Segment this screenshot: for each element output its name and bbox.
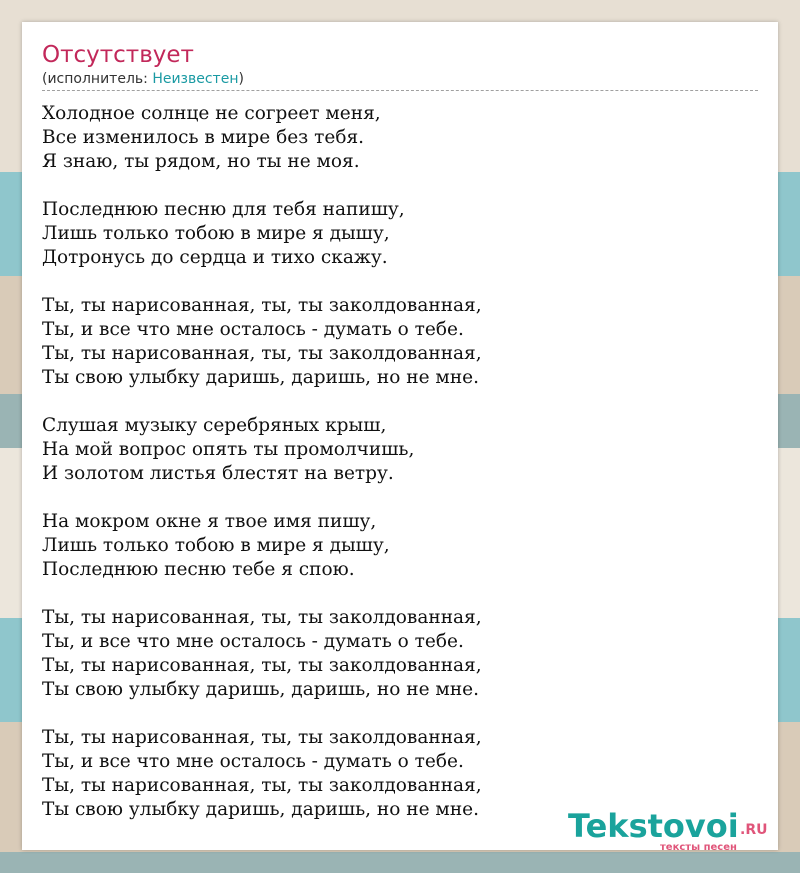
- lyric-line: Ты, и все что мне осталось - думать о тебе.: [42, 319, 464, 340]
- stanza: [42, 294, 482, 390]
- lyric-line: Последнюю песню тебе я спою.: [42, 559, 355, 580]
- lyric-line: Ты, и все что мне осталось - думать о тебе.: [42, 631, 464, 652]
- logo-domain: .RU: [740, 822, 768, 838]
- logo-wordmark: Tekstovoi: [568, 807, 739, 845]
- lyric-line: Ты, ты нарисованная, ты, ты заколдованная,: [42, 655, 482, 676]
- lyric-line: Лишь только тобою в мире я дышу,: [42, 223, 390, 244]
- stanza: [42, 510, 482, 582]
- lyric-line: Последнюю песню для тебя напишу,: [42, 199, 405, 220]
- artist-link[interactable]: Неизвестен: [152, 71, 239, 87]
- lyric-line: Ты, ты нарисованная, ты, ты заколдованная,: [42, 727, 482, 748]
- lyric-line: Слушая музыку серебряных крыш,: [42, 415, 387, 436]
- stanza: [42, 102, 482, 174]
- lyric-line: Дотронусь до сердца и тихо скажу.: [42, 247, 388, 268]
- stanza: [42, 414, 482, 486]
- song-title: Отсутствует: [42, 42, 194, 68]
- logo-tagline: тексты песен: [660, 842, 737, 853]
- stanza: [42, 198, 482, 270]
- lyric-line: Ты, ты нарисованная, ты, ты заколдованная,: [42, 343, 482, 364]
- lyric-line: Ты, ты нарисованная, ты, ты заколдованная,: [42, 607, 482, 628]
- site-logo[interactable]: [568, 806, 778, 853]
- lyric-line: Холодное солнце не согреет меня,: [42, 103, 381, 124]
- lyric-line: Ты свою улыбку даришь, даришь, но не мне.: [42, 367, 479, 388]
- lyric-line: И золотом листья блестят на ветру.: [42, 463, 394, 484]
- lyric-line: Ты свою улыбку даришь, даришь, но не мне.: [42, 799, 479, 820]
- stanza: [42, 726, 482, 822]
- lyric-line: Ты, ты нарисованная, ты, ты заколдованная,: [42, 295, 482, 316]
- lyric-line: Ты, ты нарисованная, ты, ты заколдованная,: [42, 775, 482, 796]
- lyrics-body: [42, 102, 482, 846]
- lyric-line: Все изменилось в мире без тебя.: [42, 127, 365, 148]
- stanza: [42, 606, 482, 702]
- lyric-line: На мокром окне я твое имя пишу,: [42, 511, 377, 532]
- lyrics-card: [22, 22, 778, 853]
- artist-prefix: (исполнитель:: [42, 71, 153, 87]
- title-divider: [42, 90, 758, 91]
- lyric-line: Лишь только тобою в мире я дышу,: [42, 535, 390, 556]
- bg-stripe: [0, 852, 800, 873]
- artist-line: [42, 71, 244, 87]
- lyric-line: Ты, и все что мне осталось - думать о тебе.: [42, 751, 464, 772]
- lyric-line: Ты свою улыбку даришь, даришь, но не мне.: [42, 679, 479, 700]
- artist-suffix: ): [238, 71, 244, 87]
- lyric-line: Я знаю, ты рядом, но ты не моя.: [42, 151, 360, 172]
- lyric-line: На мой вопрос опять ты промолчишь,: [42, 439, 415, 460]
